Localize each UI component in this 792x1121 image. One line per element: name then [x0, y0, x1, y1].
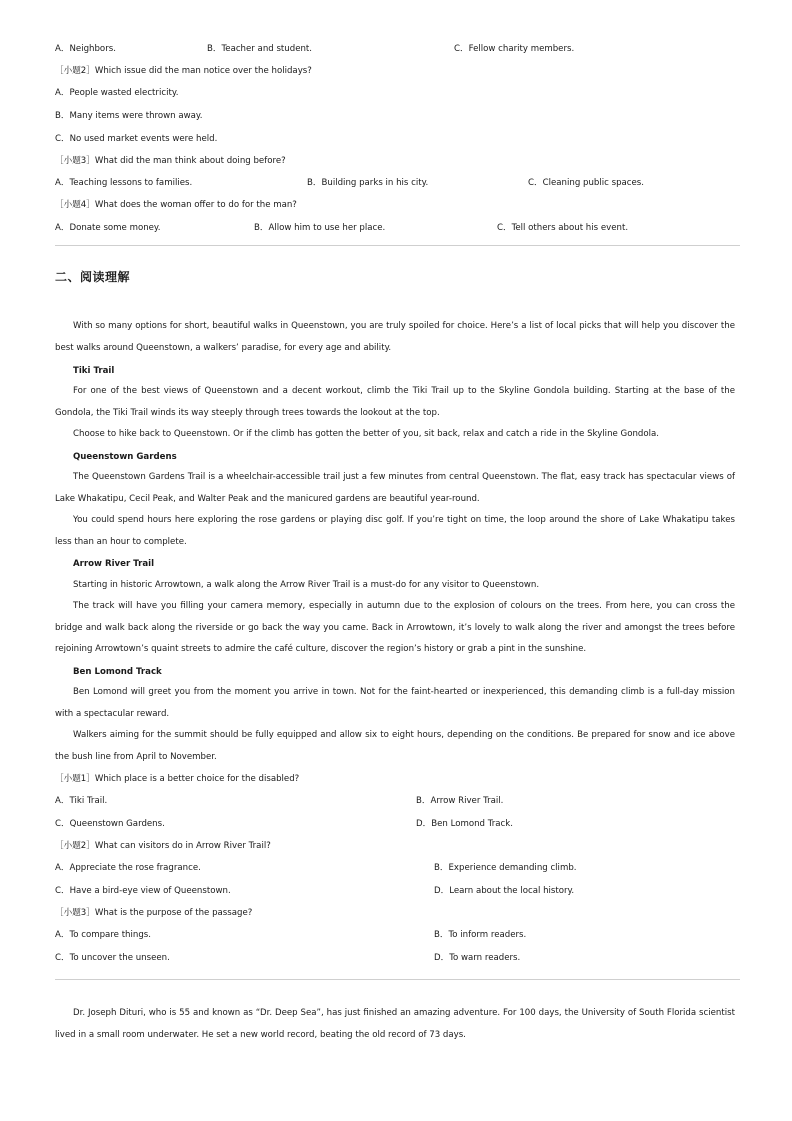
arrow-para-1-text: Starting in historic Arrowtown, a walk along the Arrow River Trail is a must-do for any visitor to Queenstown.: [73, 580, 540, 590]
tiki-para-2-text: Choose to hike back to Queenstown. Or if the climb has gotten the better of you, sit back, relax and catch a ride in the Skyline Gondola.: [73, 429, 659, 439]
r3-question: ［小题3］What is the purpose of the passage?: [55, 908, 253, 918]
l4-option-a: A．Donate some money.: [55, 223, 161, 233]
r2-question: ［小题2］What can visitors do in Arrow River Trail?: [55, 841, 271, 851]
gardens-title: Queenstown Gardens: [73, 452, 177, 462]
r1-option-b: B．Arrow River Trail.: [416, 796, 504, 806]
tiki-para-1: [55, 381, 735, 424]
arrow-para-2-text: The track will have you filling your camera memory, especially in autumn due to the explosion of colours on the trees. From here, you can cross the bridge and walk back along the riverside or go back the way you came. Back in Arrowtown, it’s lovely to walk along the river and amongst the trees before rejoining Arrowtown’s quaint streets to admire the café culture, discover the region’s history or grab a pint in the sunshine.: [55, 601, 735, 655]
l4-option-c: C．Tell others about his event.: [497, 223, 629, 233]
arrow-title: Arrow River Trail: [73, 559, 155, 569]
ben-para-2-text: Walkers aiming for the summit should be fully equipped and allow six to eight hours, depending on the conditions. Be prepared for snow and ice above the bush line from April to November.: [55, 730, 735, 762]
gardens-para-2: [55, 510, 735, 553]
r1-option-d: D．Ben Lomond Track.: [416, 819, 513, 829]
l2-option-c: C．No used market events were held.: [55, 134, 218, 144]
arrow-para-1: [55, 575, 735, 597]
ben-para-2: [55, 725, 735, 768]
l1-option-a: A．Neighbors.: [55, 44, 116, 54]
gardens-para-1-text: The Queenstown Gardens Trail is a wheelchair-accessible trail just a few minutes from central Queenstown. The flat, easy track has spectacular views of Lake Whakatipu, Cecil Peak, and Walter Peak and the manicured gardens are beautiful year-round.: [55, 472, 735, 504]
ben-para-1-text: Ben Lomond will greet you from the moment you arrive in town. Not for the faint-hearted or inexperienced, this demanding climb is a full-day mission with a spectacular reward.: [55, 687, 735, 719]
r1-option-c: C．Queenstown Gardens.: [55, 819, 165, 829]
r2-option-a: A．Appreciate the rose fragrance.: [55, 863, 201, 873]
l2-option-b: B．Many items were thrown away.: [55, 111, 203, 121]
r1-option-a: A．Tiki Trail.: [55, 796, 108, 806]
l2-question: ［小题2］Which issue did the man notice over the holidays?: [55, 66, 312, 76]
tiki-para-2: [55, 424, 735, 446]
r3-option-a: A．To compare things.: [55, 930, 152, 940]
gardens-para-1: [55, 467, 735, 510]
passage1-intro-text: With so many options for short, beautiful walks in Queenstown, you are truly spoiled for choice. Here’s a list of local picks that will help you discover the best walks around Queenstown, a walkers’ paradise, for every age and ability.: [55, 321, 735, 353]
passage2-intro-text: Dr. Joseph Dituri, who is 55 and known as “Dr. Deep Sea”, has just finished an amazing adventure. For 100 days, the University of South Florida scientist lived in a small room underwater. He set a new world record, beating the old record of 73 days.: [55, 1008, 735, 1040]
l3-option-c: C．Cleaning public spaces.: [528, 178, 645, 188]
gardens-para-2-text: You could spend hours here exploring the rose gardens or playing disc golf. If you’re tight on time, the loop around the shore of Lake Whakatipu takes less than an hour to complete.: [55, 515, 735, 547]
passage1-intro: [55, 316, 735, 359]
divider-2: [55, 979, 740, 980]
arrow-para-2: [55, 596, 735, 661]
section-title: 二、阅读理解: [55, 270, 131, 284]
r2-option-d: D．Learn about the local history.: [434, 886, 575, 896]
l1-option-c: C．Fellow charity members.: [454, 44, 575, 54]
tiki-title: Tiki Trail: [73, 366, 115, 376]
r3-option-c: C．To uncover the unseen.: [55, 953, 170, 963]
r1-question: ［小题1］Which place is a better choice for the disabled?: [55, 774, 300, 784]
l4-question: ［小题4］What does the woman offer to do for the man?: [55, 200, 297, 210]
tiki-para-1-text: For one of the best views of Queenstown and a decent workout, climb the Tiki Trail up to the Skyline Gondola building. Starting at the base of the Gondola, the Tiki Trail winds its way steeply through trees towards the lookout at the top.: [55, 386, 735, 418]
l2-option-a: A．People wasted electricity.: [55, 88, 179, 98]
l3-option-a: A．Teaching lessons to families.: [55, 178, 193, 188]
passage2-intro: [55, 1003, 735, 1046]
r3-option-d: D．To warn readers.: [434, 953, 521, 963]
r2-option-c: C．Have a bird-eye view of Queenstown.: [55, 886, 231, 896]
l4-option-b: B．Allow him to use her place.: [254, 223, 386, 233]
r2-option-b: B．Experience demanding climb.: [434, 863, 577, 873]
l3-question: ［小题3］What did the man think about doing before?: [55, 156, 286, 166]
ben-title: Ben Lomond Track: [73, 667, 162, 677]
l3-option-b: B．Building parks in his city.: [307, 178, 429, 188]
divider: [55, 245, 740, 246]
l1-option-b: B．Teacher and student.: [207, 44, 313, 54]
ben-para-1: [55, 682, 735, 725]
r3-option-b: B．To inform readers.: [434, 930, 527, 940]
